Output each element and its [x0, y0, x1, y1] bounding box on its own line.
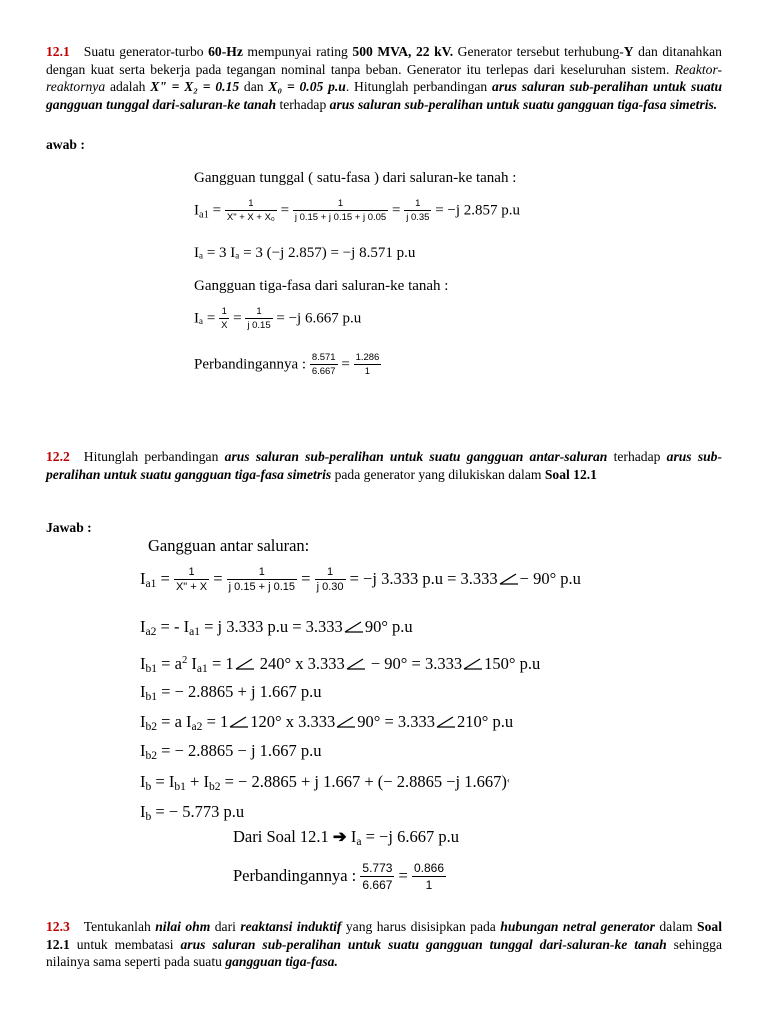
equation-ib1: $I_{b1} = a^2$ $I_{a1} = 1$ 240° x 3.333 − 90° = 3.333 150° p.u [140, 654, 541, 675]
fraction: $\frac{1.286}{1}$ [355, 352, 380, 377]
angle-symbol-icon [345, 658, 367, 670]
ratio-equation: Perbandingannya : $\frac{5.773}{6.667}$ = $\frac{0.866}{1}$ [233, 861, 445, 892]
equation-ib-result: $I_b$ = − 5.773 p.u [140, 802, 245, 823]
angle-symbol-icon [435, 716, 457, 728]
problem-12-3: 12.3 Tentukanlah nilai ohm dari reaktansi induktif yang harus disisipkan pada hubungan netral generator dalam Soal 12.1 untuk membatasi arus saluran sub-peralihan untuk suatu gangguan tunggal dari-saluran-ke tanah sehingga nilainya sama seperti pada suatu gangguan tiga-fasa. [46, 919, 722, 969]
equation-ia1: $I_{a1}$ = $\frac{1}{\text{X" + X + X₀}}$ = $\frac{1}{j 0.15 + j 0.15 + j 0.05}$ = $\frac{1}{j 0.35}$ = −j 2.857 p.u [194, 198, 521, 223]
answer-label: Jawab : [46, 520, 92, 535]
fraction: $\frac{0.866}{1}$ [413, 861, 445, 892]
problem-number: 12.3 [46, 919, 70, 934]
answer-label: awab : [46, 137, 85, 152]
equation-ia1: $I_{a1}$ = $\frac{1}{X" + X}$ = $\frac{1}{j 0.15 + j 0.15}$ = $\frac{1}{j 0.30}$ = −j 3.333 p.u = 3.333 − 90° p.u [140, 566, 581, 593]
fraction: $\frac{1}{X" + X}$ [175, 566, 208, 593]
equation-ib-sum: $I_b = I_{b1} + I_{b2}$ = − 2.8865 + j 1.667 + (− 2.8865 −j 1.667)‹ [140, 772, 510, 793]
solution-heading: Gangguan antar saluran: [148, 536, 310, 555]
equation-ib2-rect: $I_{b2}$ = − 2.8865 − j 1.667 p.u [140, 741, 322, 762]
fraction: $\frac{5.773}{6.667}$ [362, 861, 393, 892]
fraction: $\frac{8.571}{6.667}$ [311, 352, 336, 377]
problem-12-1: 12.1 Suatu generator-turbo 60-Hz mempunyai rating 500 MVA, 22 kV. Generator tersebut terhubung-Y dan ditanahkan dengan kuat serta bekerja pada tegangan nominal tanpa beban. Generator itu terlepas dari keseluruhan sistem. Reaktor-reaktornya adalah X" = X₂ = 0.15 dan X₀ = 0.05 p.u. Hitunglah perbandingan arus saluran sub-peralihan untuk suatu gangguan tunggal dari-saluran-ke tanah terhadap arus saluran sub-peralihan untuk suatu gangguan tiga-fasa simetris. [46, 44, 723, 112]
ratio-equation: Perbandingannya : $\frac{8.571}{6.667}$ = $\frac{1.286}{1}$ [194, 352, 380, 377]
angle-symbol-icon [462, 658, 484, 670]
fraction: $\frac{1}{j 0.30}$ [316, 566, 344, 593]
problem-number: 12.1 [46, 44, 70, 59]
solution-heading: Gangguan tunggal ( satu-fasa ) dari saluran-ke tanah : [194, 170, 517, 186]
equation-ib2: $I_{b2} = a$ $I_{a2} = 1$ 120° x 3.333 90° = 3.333 210° p.u [140, 712, 514, 733]
problem-number: 12.2 [46, 449, 70, 464]
angle-symbol-icon [343, 621, 365, 633]
fraction: $\frac{1}{X}$ [221, 306, 228, 331]
fraction: $\frac{1}{j 0.15}$ [247, 306, 271, 331]
angle-symbol-icon [228, 716, 250, 728]
angle-symbol-icon [335, 716, 357, 728]
equation-ia2: $I_{a2}$ = - $I_{a1} = j$ 3.333 p.u = 3.333 90° p.u [140, 617, 413, 638]
angle-symbol-icon [498, 573, 520, 585]
fraction: $\frac{1}{j 0.15 + j 0.15}$ [228, 566, 296, 593]
fraction: $\frac{1}{j 0.15 + j 0.15 + j 0.05}$ [294, 198, 387, 223]
problem-12-2: 12.2 Hitunglah perbandingan arus saluran sub-peralihan untuk suatu gangguan antar-saluran terhadap arus sub-peralihan untuk suatu gangguan tiga-fasa simetris pada generator yang dilukiskan dalam Soal 12.1 [46, 449, 723, 482]
equation-ia-three-phase: Iₐ = $\frac{1}{X}$ = $\frac{1}{j 0.15}$ = −j 6.667 p.u [194, 306, 362, 331]
equation-ib1-rect: $I_{b1}$ = − 2.8865 + j 1.667 p.u [140, 682, 322, 703]
arrow-right-icon: ➔ [332, 827, 347, 846]
fraction: $\frac{1}{\text{X" + X + X₀}}$ [226, 198, 275, 223]
reference-line: Dari Soal 12.1 ➔ $I_a = -j$ 6.667 p.u [233, 827, 459, 848]
fraction: $\frac{1}{j 0.35}$ [406, 198, 430, 223]
equation-ia: Iₐ = 3 Iₐ = 3 (−j 2.857) = −j 8.571 p.u [194, 245, 416, 261]
angle-symbol-icon [234, 658, 256, 670]
solution-heading: Gangguan tiga-fasa dari saluran-ke tanah : [194, 278, 449, 294]
